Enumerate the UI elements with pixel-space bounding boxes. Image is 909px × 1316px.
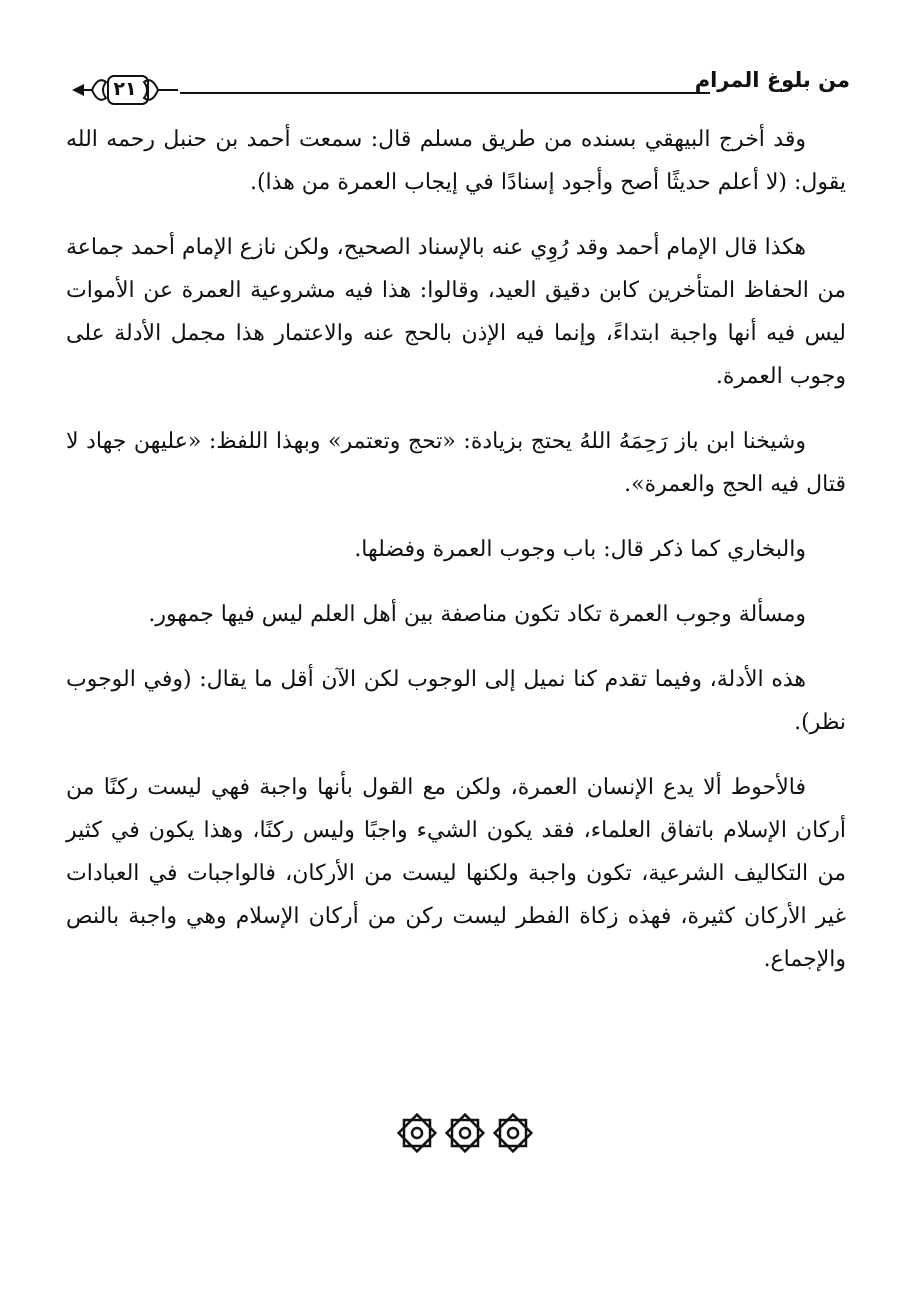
running-book-title: من بلوغ المرام <box>694 68 850 92</box>
paragraph-1: وقد أخرج البيهقي بسنده من طريق مسلم قال: سمعت أحمد بن حنبل رحمه الله يقول: (لا أعلم حديثًا أصح وأجود إسنادًا في إيجاب العمرة من هذا). <box>66 127 846 195</box>
page-number-frame <box>70 70 180 110</box>
paragraph-7: فالأحوط ألا يدع الإنسان العمرة، ولكن مع القول بأنها واجبة فهي ليست ركنًا من أركان الإسلام باتفاق العلماء، فقد يكون الشيء واجبًا وليس ركنًا، وهذا يكون في كثير من التكاليف الشرعية، تكون واجبة ولكنها ليست من الأركان، فالواجبات في العبادات غير الأركان كثيرة، فهذه زكاة الفطر ليست ركن من أركان الإسلام وهي واجبة بالنص والإجماع. <box>66 775 846 972</box>
header-rule <box>180 92 710 94</box>
page-header <box>60 62 850 110</box>
paragraph-2: هكذا قال الإمام أحمد وقد رُوِي عنه بالإسناد الصحيح، ولكن نازع الإمام أحمد جماعة من الحفاظ المتأخرين كابن دقيق العيد، وقالوا: هذا فيه مشروعية العمرة عن الأموات ليس فيه أنها واجبة ابتداءً، وإنما فيه الإذن بالحج عنه والاعتمار هذا مجمل الأدلة على وجوب العمرة. <box>66 235 846 389</box>
paragraph-6: هذه الأدلة، وفيما تقدم كنا نميل إلى الوجوب لكن الآن أقل ما يقال: (وفي الوجوب نظر). <box>66 667 846 735</box>
page-body <box>66 118 846 1003</box>
paragraph-3: وشيخنا ابن باز رَحِمَهُ اللهُ يحتج بزيادة: «تحج وتعتمر» وبهذا اللفظ: «عليهن جهاد لا قتال فيه الحج والعمرة». <box>66 429 846 497</box>
star-ornament-icon <box>395 1110 535 1156</box>
section-end-ornament <box>395 1110 535 1156</box>
paragraph-4: والبخاري كما ذكر قال: باب وجوب العمرة وفضلها. <box>354 537 806 562</box>
paragraph-5: ومسألة وجوب العمرة تكاد تكون مناصفة بين أهل العلم ليس فيها جمهور. <box>148 602 806 627</box>
page-number: ٢١ <box>113 78 137 100</box>
